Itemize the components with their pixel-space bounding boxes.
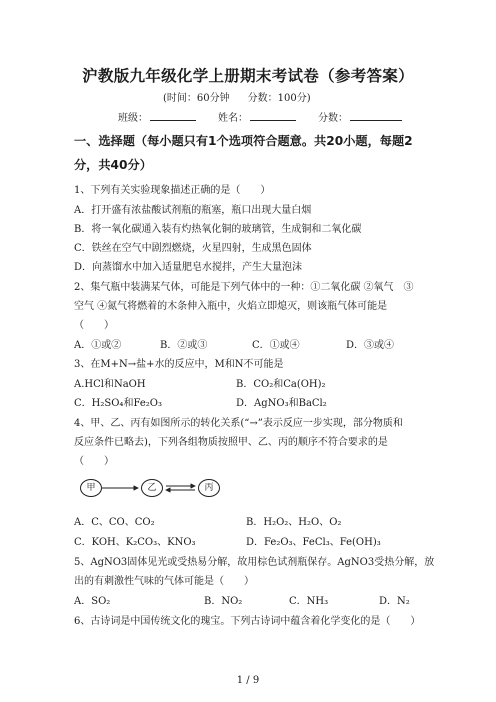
question-2-stem: 2、集气瓶中装满某气体，可能是下列气体中的一种：①二氧化碳 ②氧气 ③ xyxy=(74,282,414,293)
class-label: 班级： xyxy=(118,113,148,124)
question-2-option-b: B．②或③ xyxy=(160,340,208,351)
question-2-option-a: A．①或② xyxy=(74,340,122,351)
node-bing: 丙 xyxy=(198,479,220,497)
conversion-diagram xyxy=(78,479,238,501)
question-2-stem-paren: （ ） xyxy=(74,320,114,331)
exam-meta xyxy=(163,89,329,104)
question-5-stem: 5、AgNO3固体见光或受热易分解，故用棕色试剂瓶保存。AgNO3受热分解，放 xyxy=(74,557,435,568)
page-number: 1 / 9 xyxy=(236,675,260,686)
question-3-option-b: B．CO₂和Ca(OH)₂ xyxy=(236,379,326,390)
question-5-option-c: C．NH₃ xyxy=(289,596,329,607)
time-limit: (时间：60分钟 xyxy=(163,93,230,104)
question-3-stem: 3、在M+N→盐+水的反应中，M和N不可能是 xyxy=(74,359,284,370)
question-1-option-a: A．打开盛有浓盐酸试剂瓶的瓶塞，瓶口出现大量白烟 xyxy=(74,205,312,216)
question-4-option-c: C．KOH、K₂CO₃、KNO₃ xyxy=(74,537,196,548)
question-3-option-c: C．H₂SO₄和Fe₂O₃ xyxy=(74,398,162,409)
page-title: 沪教版九年级化学上册期末考试卷（参考答案） xyxy=(82,67,414,85)
question-3-option-a: A.HCl和NaOH xyxy=(74,379,146,390)
total-score: 分数：100分) xyxy=(247,93,311,104)
question-4-option-a: A．C、CO、CO₂ xyxy=(74,517,155,528)
question-2-option-d: D．③或④ xyxy=(346,340,395,351)
student-info-fields xyxy=(118,109,402,124)
question-5-stem-cont: 出的有刺激性气味的气体可能是（ ） xyxy=(74,576,254,587)
question-1-option-b: B．将一氧化碳通入装有灼热氧化铜的玻璃管，生成铜和二氧化碳 xyxy=(74,224,362,235)
name-blank[interactable] xyxy=(250,111,296,121)
node-yi: 乙 xyxy=(141,479,163,497)
question-4-option-b: B．H₂O₂、H₂O、O₂ xyxy=(246,517,342,528)
question-4-option-d: D．Fe₂O₃、FeCl₃、Fe(OH)₃ xyxy=(246,537,381,548)
score-blank[interactable] xyxy=(350,111,402,121)
question-3-option-d: D．AgNO₃和BaCl₂ xyxy=(236,398,327,409)
node-jia: 甲 xyxy=(80,479,102,497)
score-label: 分数： xyxy=(318,113,348,124)
question-6-stem: 6、古诗词是中国传统文化的瑰宝。下列古诗词中蕴含着化学变化的是（ ） xyxy=(74,616,421,627)
question-5-option-a: A．SO₂ xyxy=(74,596,111,607)
question-1-option-d: D．向蒸馏水中加入适量肥皂水搅拌，产生大量泡沫 xyxy=(74,262,303,273)
question-2-option-c: C．①或④ xyxy=(252,340,300,351)
question-4-stem-paren: （ ） xyxy=(74,456,114,467)
question-2-stem-cont: 空气 ④氮气将燃着的木条伸入瓶中，火焰立即熄灭，则该瓶气体可能是 xyxy=(74,301,388,312)
question-1-option-c: C．铁丝在空气中剧烈燃烧，火星四射，生成黑色固体 xyxy=(74,243,312,254)
question-5-option-d: D．N₂ xyxy=(379,596,410,607)
question-5-option-b: B．NO₂ xyxy=(204,596,243,607)
question-1-stem: 1、下列有关实验现象描述正确的是（ ） xyxy=(74,185,271,196)
class-blank[interactable] xyxy=(150,111,196,121)
question-4-stem: 4、甲、乙、丙有如图所示的转化关系(“→”表示反应一步实现，部分物质和 xyxy=(74,418,403,429)
section-title: 一、选择题（每小题只有1个选项符合题意。共20小题，每题2 xyxy=(74,134,413,148)
section-title-cont: 分，共40分） xyxy=(74,158,152,172)
question-4-stem-cont: 反应条件已略去)，下列各组物质按照甲、乙、丙的顺序不符合要求的是 xyxy=(74,437,388,448)
name-label: 姓名： xyxy=(218,113,248,124)
